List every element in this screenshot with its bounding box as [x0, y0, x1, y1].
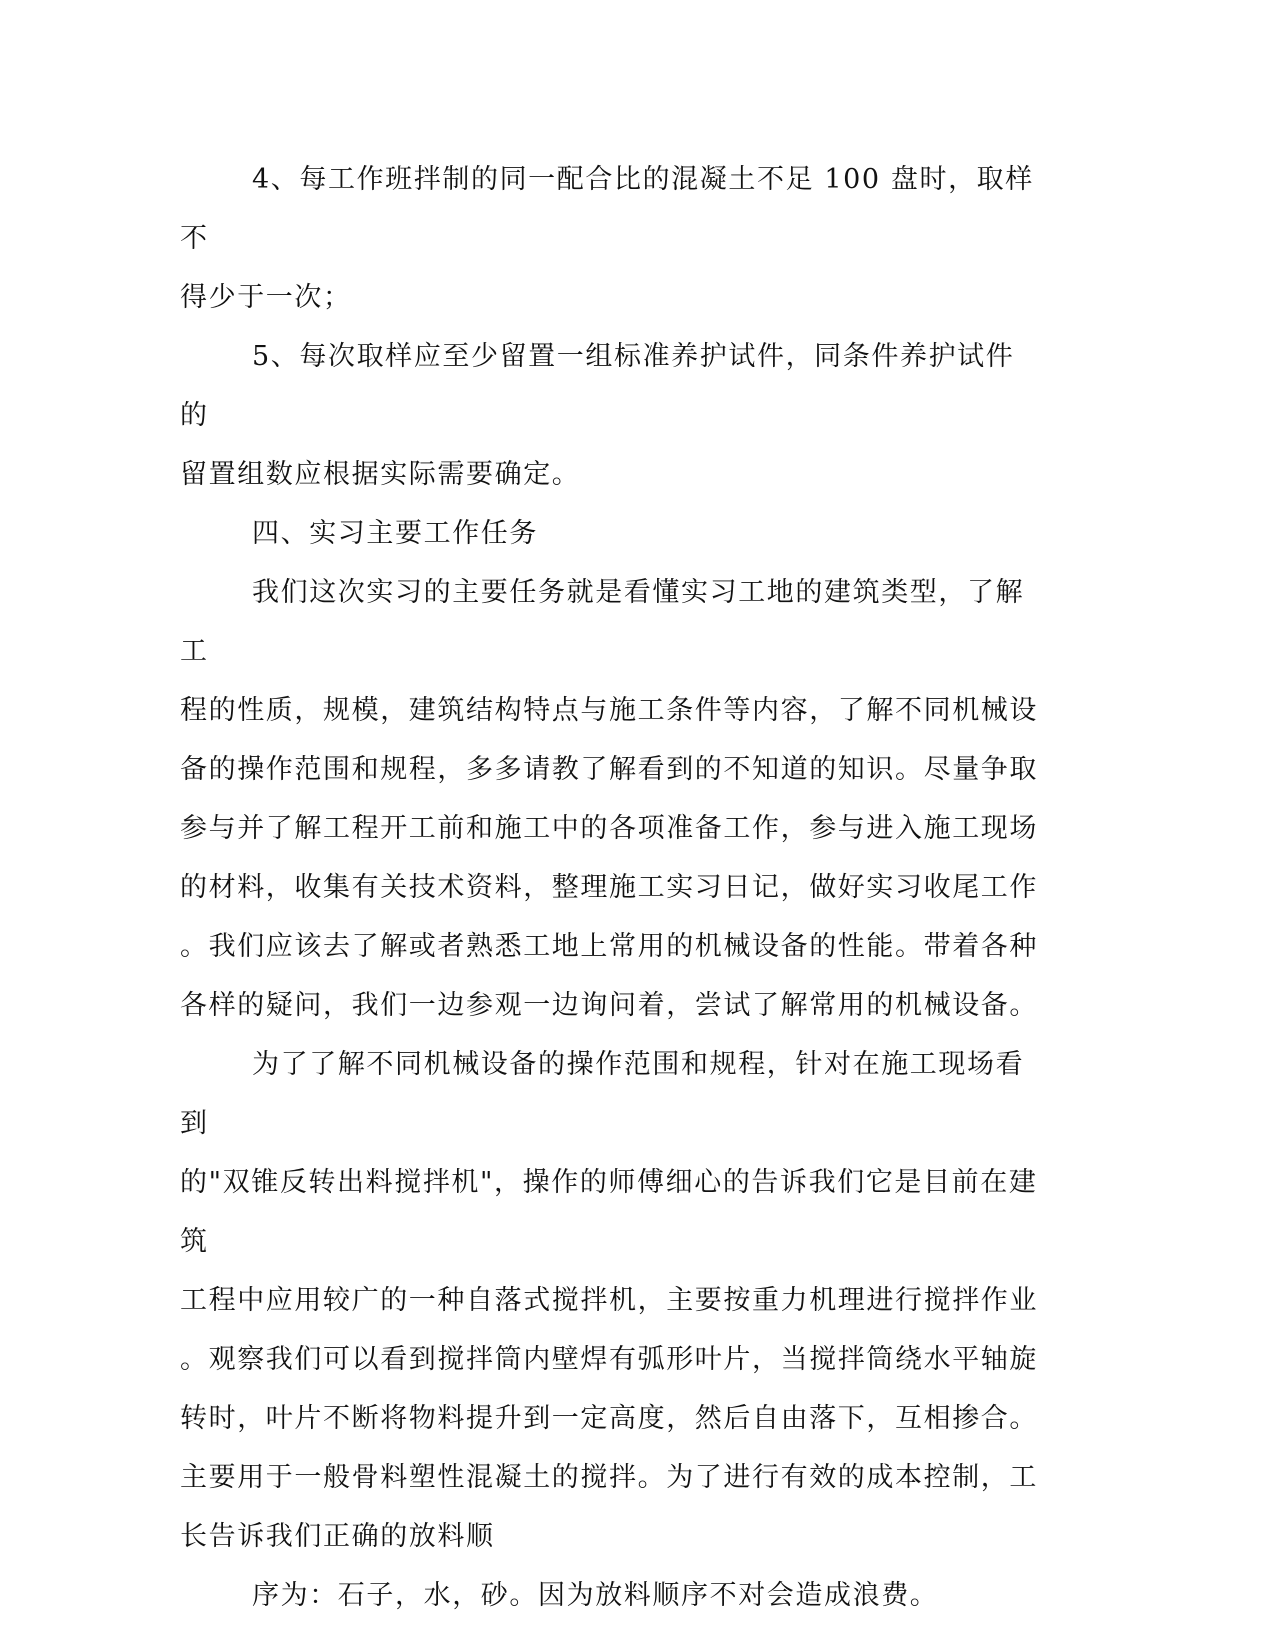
paragraph-tasks: 我们这次实习的主要任务就是看懂实习工地的建筑类型，了解工 程的性质，规模，建筑结构特点与施工条件等内容，了解不同机械设 备的操作范围和规程，多多请教了解看到的不知道的知识。尽量争取 参与并了解工程开工前和施工中的各项准备工作，参与进入施工现场 的材料，收集有关技术资料，整理施工实习日记，做好实习收尾工作 。我们应该去了解或者熟悉工地上常用的机械设备的性能。带着各种 各样的疑问，我们一边参观一边询问着，尝试了解常用的机械设备。: [180, 577, 1038, 1021]
section-heading: 四、实习主要工作任务: [252, 518, 538, 549]
paragraph-order: 序为：石子，水，砂。因为放料顺序不对会造成浪费。: [252, 1580, 939, 1611]
paragraph-mixer: 为了了解不同机械设备的操作范围和规程，针对在施工现场看到 的"双锥反转出料搅拌机"，操作的师傅细心的告诉我们它是目前在建筑 工程中应用较广的一种自落式搅拌机，主要按重力机理进行搅拌作业 。观察我们可以看到搅拌筒内壁焊有弧形叶片，当搅拌筒绕水平轴旋 转时，叶片不断将物料提升到一定高度，然后自由落下，互相掺合。 主要用于一般骨料塑性混凝土的搅拌。为了进行有效的成本控制，工 长告诉我们正确的放料顺: [180, 1049, 1038, 1552]
paragraph-item-4: 4、每工作班拌制的同一配合比的混凝土不足 100 盘时，取样不 得少于一次；: [180, 164, 1034, 313]
document-body: [180, 150, 1040, 1625]
paragraph-item-5: 5、每次取样应至少留置一组标准养护试件，同条件养护试件的 留置组数应根据实际需要确定。: [180, 341, 1015, 490]
